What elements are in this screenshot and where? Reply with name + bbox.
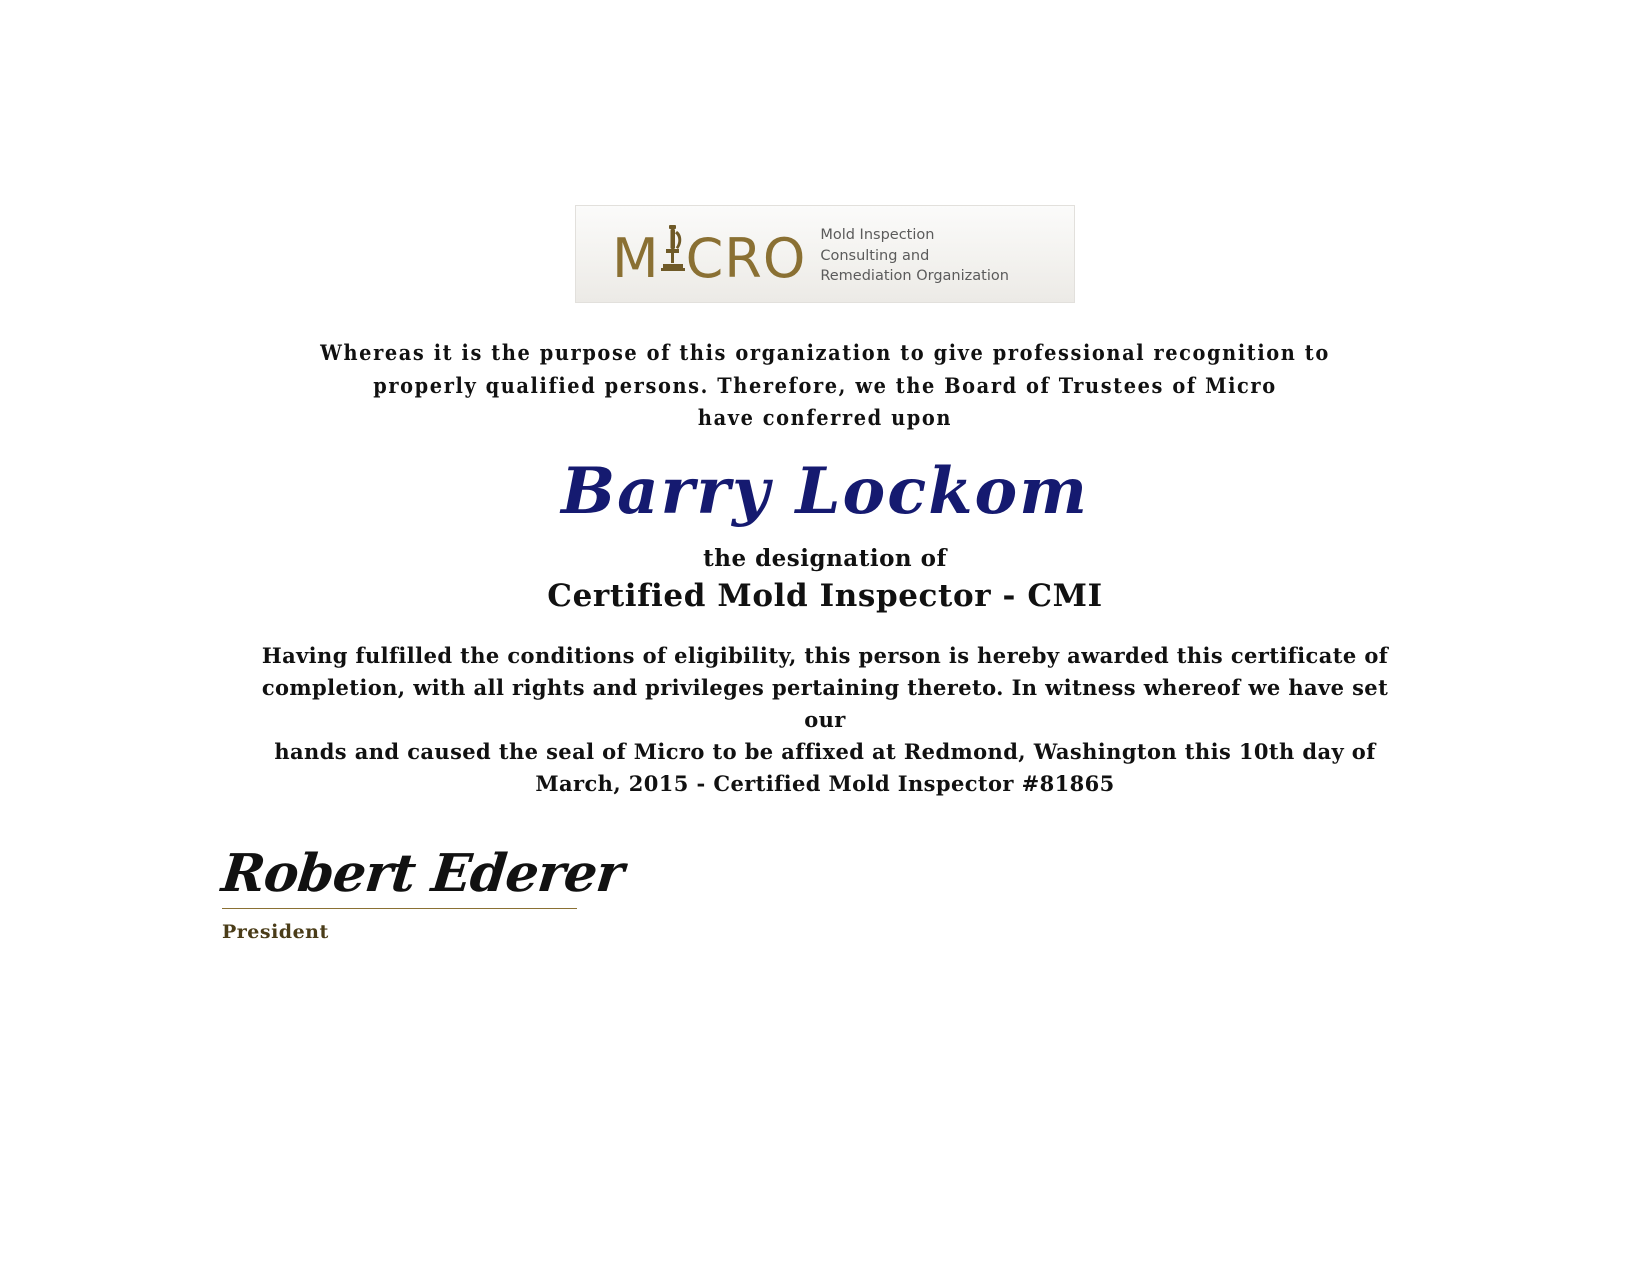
designation-title: Certified Mold Inspector - CMI bbox=[547, 578, 1103, 614]
body-line-2: completion, with all rights and privileges pertaining thereto. In witness whereof we have set our bbox=[261, 674, 1389, 732]
body-line-1: Having fulfilled the conditions of eligibility, this person is hereby awarded this certificate of bbox=[261, 643, 1389, 668]
body-line-4: March, 2015 - Certified Mold Inspector #81865 bbox=[535, 770, 1115, 796]
logo-tagline-line-3: Remediation Organization bbox=[820, 268, 1009, 285]
signature-name: Robert Ederer bbox=[218, 843, 627, 904]
signature-block bbox=[218, 843, 627, 944]
signature-title: President bbox=[222, 921, 329, 944]
microscope-icon bbox=[660, 223, 686, 277]
preamble-text bbox=[235, 338, 1415, 436]
logo-word-left: M bbox=[612, 226, 660, 290]
preamble-line-3: have conferred upon bbox=[697, 406, 953, 432]
logo-tagline-line-2: Consulting and bbox=[820, 247, 930, 264]
logo-wordmark bbox=[612, 223, 807, 290]
designation-label: the designation of bbox=[703, 545, 947, 572]
preamble-line-1: Whereas it is the purpose of this organization to give professional recognition to bbox=[320, 341, 1330, 366]
certificate-body bbox=[250, 640, 1400, 800]
micro-logo bbox=[575, 205, 1075, 303]
logo-tagline bbox=[820, 221, 1009, 287]
recipient-name: Barry Lockom bbox=[561, 454, 1089, 529]
signature-rule bbox=[222, 908, 577, 909]
logo-word-right: CRO bbox=[685, 226, 807, 290]
logo-tagline-line-1: Mold Inspection bbox=[820, 227, 935, 244]
body-line-3: hands and caused the seal of Micro to be affixed at Redmond, Washington this 10th day of bbox=[274, 738, 1376, 764]
preamble-line-2: properly qualified persons. Therefore, we the Board of Trustees of Micro bbox=[373, 373, 1277, 399]
